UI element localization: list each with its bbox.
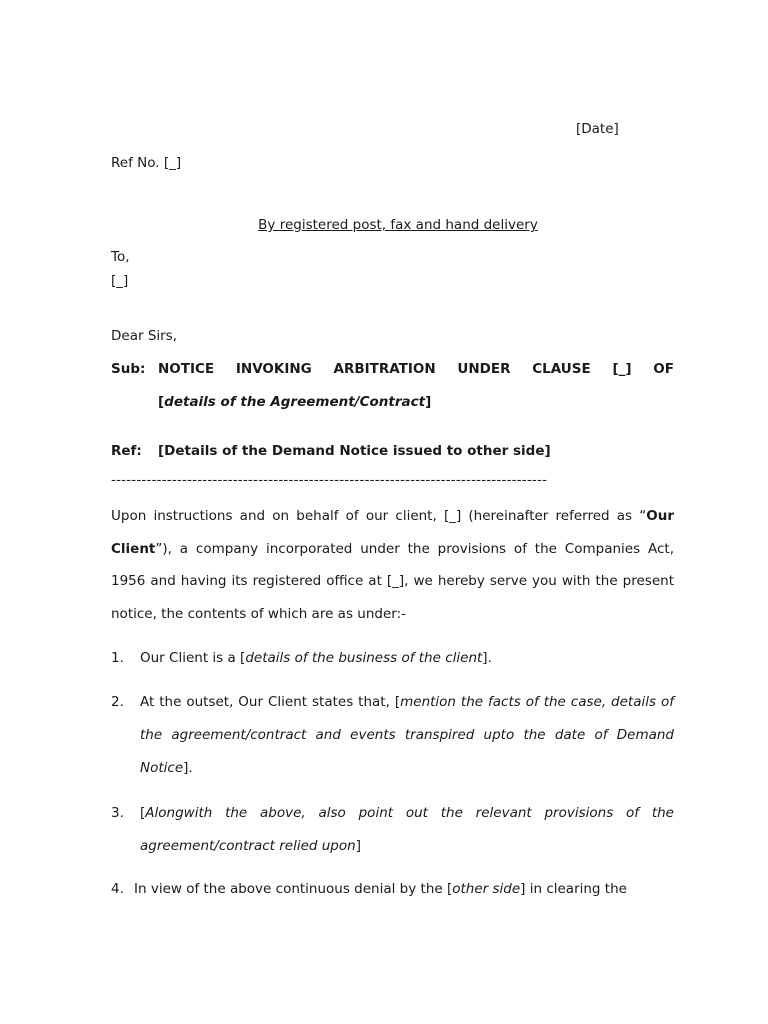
subject-line-2 [158,394,431,410]
subject-bracket-open: [ [158,394,165,410]
separator-line: -------------------------------------------------------------------------------------- [111,472,548,488]
list-item-text: At the outset, Our Client states that, [ [140,694,401,710]
salutation: Dear Sirs, [111,328,178,344]
list-item-text: [ [140,805,146,821]
list-item-italic: other side [452,881,521,897]
subject-text: NOTICE INVOKING ARBITRATION UNDER CLAUSE [_] OF [158,361,674,377]
list-item-number: 4. [111,881,124,897]
list-item [111,873,674,906]
list-item-text-end: ] [355,838,361,854]
reference-text: [Details of the Demand Notice issued to other side] [158,443,551,459]
list-item-text: Our Client is a [ [140,650,246,666]
list-item-text-end: ]. [482,650,492,666]
intro-text-2: ”), a company incorporated under the provisions of the Companies Act, 1956 and having its registered office at [_], we hereby serve you with the present notice, the contents of which are as under:- [111,540,674,622]
delivery-mode-heading: By registered post, fax and hand delivery [258,217,538,233]
subject-line [111,361,674,377]
list-item-text-end: ] in clearing the [520,881,627,897]
intro-paragraph [111,500,674,630]
list-item-number: 1. [111,650,124,666]
reference-number: Ref No. [_] [111,155,182,171]
subject-bracket-close: ] [425,394,432,410]
subject-agreement-details: details of the Agreement/Contract [164,394,426,410]
list-item-italic: details of the business of the client [245,650,483,666]
list-item-italic: mention the facts of the case, details of the agreement/contract and events transpired upto the date of Demand Notice [140,694,674,776]
list-item-number: 2. [111,694,124,710]
subject-label: Sub: [111,361,146,377]
list-item [111,642,674,675]
list-item-italic: Alongwith the above, also point out the relevant provisions of the agreement/contract relied upon [140,805,674,854]
addressee-placeholder: [_] [111,273,129,289]
list-item-text: In view of the above continuous denial by the [ [134,881,453,897]
reference-label: Ref: [111,443,142,459]
reference-line [111,443,551,459]
intro-our-client: Our Client [111,508,674,557]
list-item-text-end: ]. [183,760,193,776]
list-item [111,686,674,785]
list-item-number: 3. [111,805,124,821]
to-label: To, [111,249,130,265]
date-placeholder: [Date] [576,121,619,137]
list-item [111,797,674,863]
intro-text-1: Upon instructions and on behalf of our client, [_] (hereinafter referred as “ [111,508,647,524]
